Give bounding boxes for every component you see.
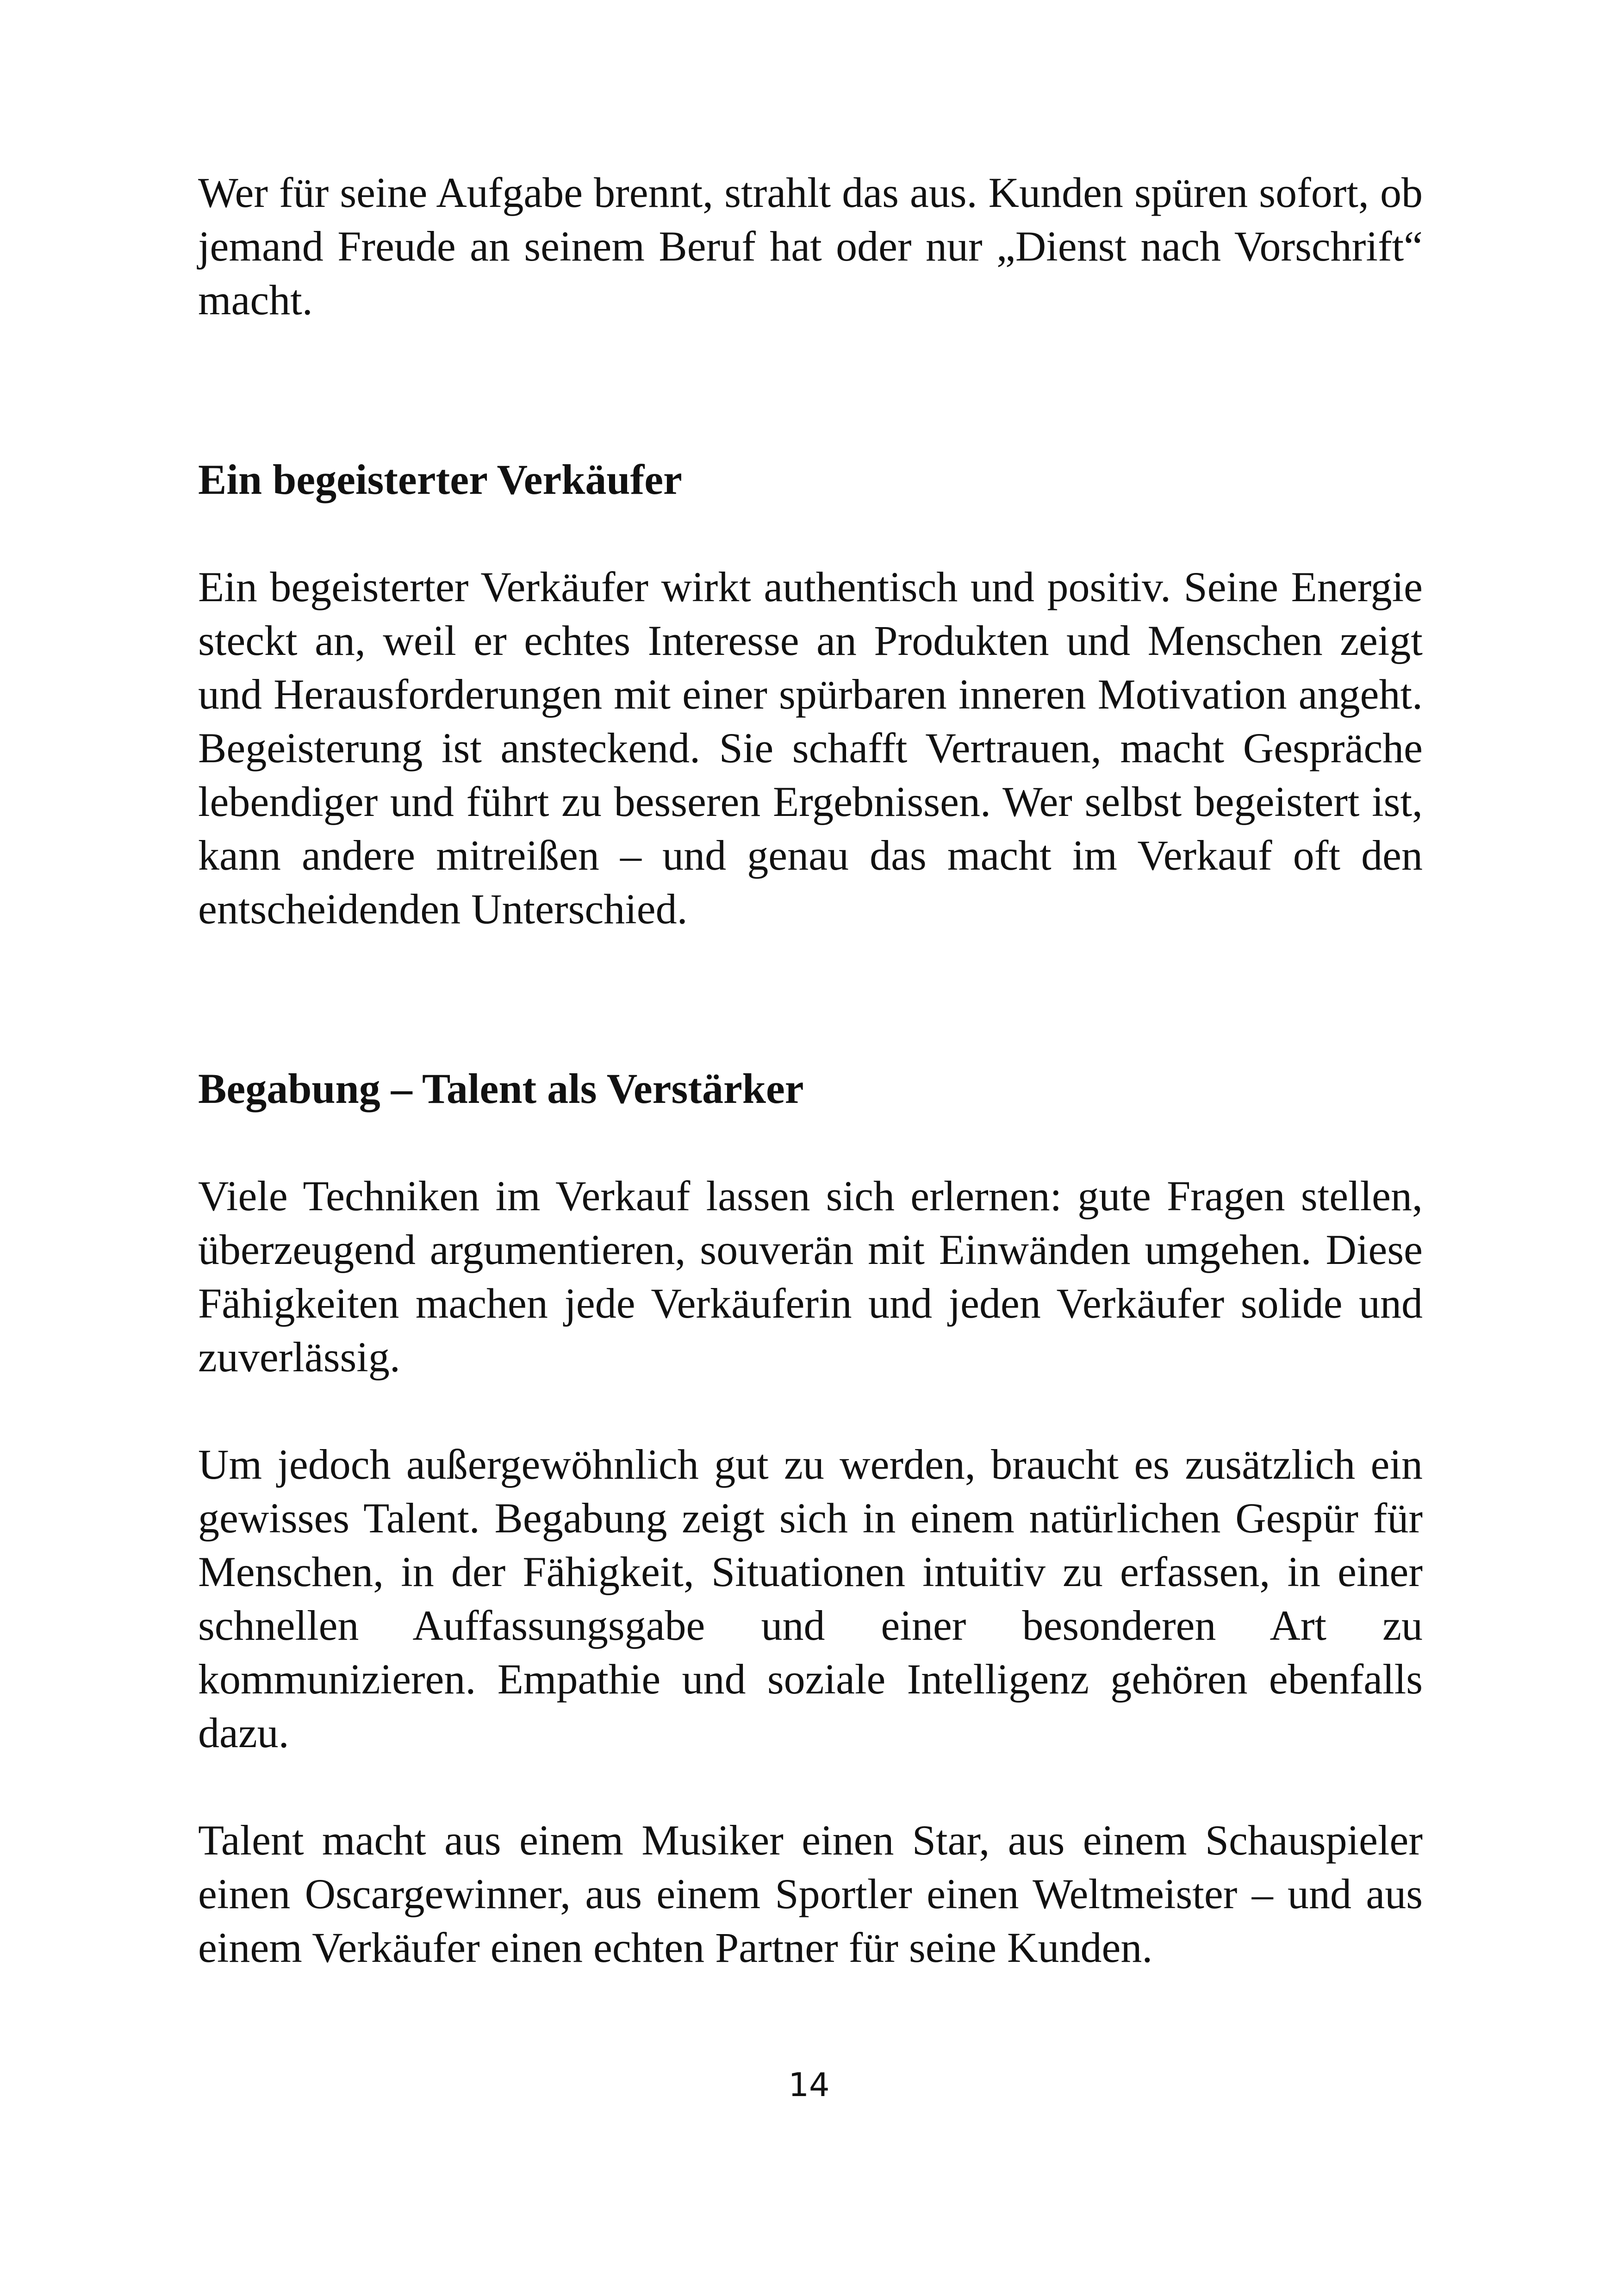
body-paragraph: Viele Techniken im Verkauf lassen sich erlernen: gute Fragen stellen, überzeugend argumentieren, souverän mit Einwänden umgehen. Diese Fähigkeiten machen jede Verkäuferin und jeden Verkäufer solide und zuverlässig. [198, 1172, 1423, 1381]
body-paragraph: Talent macht aus einem Musiker einen Star, aus einem Schauspieler einen Oscargewinner, aus einem Sportler einen Weltmeister – und aus einem Verkäufer einen echten Partner für seine Kunden. [198, 1817, 1423, 1971]
section-heading-begabung: Begabung – Talent als Verstärker [198, 1065, 804, 1112]
page-number: 14 [788, 2066, 830, 2104]
page-content [198, 166, 1423, 1974]
body-paragraph: Um jedoch außergewöhnlich gut zu werden, braucht es zusätzlich ein gewisses Talent. Begabung zeigt sich in einem natürlichen Gespür für Menschen, in der Fähigkeit, Situationen intuitiv zu erfassen, in einer schnellen Auffassungsgabe und einer besonderen Art zu kommunizieren. Empathie und soziale Intelligenz gehören ebenfalls dazu. [198, 1441, 1423, 1756]
intro-paragraph: Wer für seine Aufgabe brennt, strahlt das aus. Kunden spüren sofort, ob jemand Freude an seinem Beruf hat oder nur „Dienst nach Vorschrift“ macht. [198, 169, 1423, 324]
section-heading-begeisterter-verkaeufer: Ein begeisterter Verkäufer [198, 456, 682, 503]
body-paragraph: Ein begeisterter Verkäufer wirkt authentisch und positiv. Seine Energie steckt an, weil er echtes Interesse an Produkten und Menschen zeigt und Herausforderungen mit einer spürbaren inneren Motivation angeht. Begeisterung ist ansteckend. Sie schafft Vertrauen, macht Gespräche lebendiger und führt zu besseren Ergebnissen. Wer selbst begeistert ist, kann andere mitreißen – und genau das macht im Verkauf oft den entscheidenden Unterschied. [198, 563, 1423, 933]
